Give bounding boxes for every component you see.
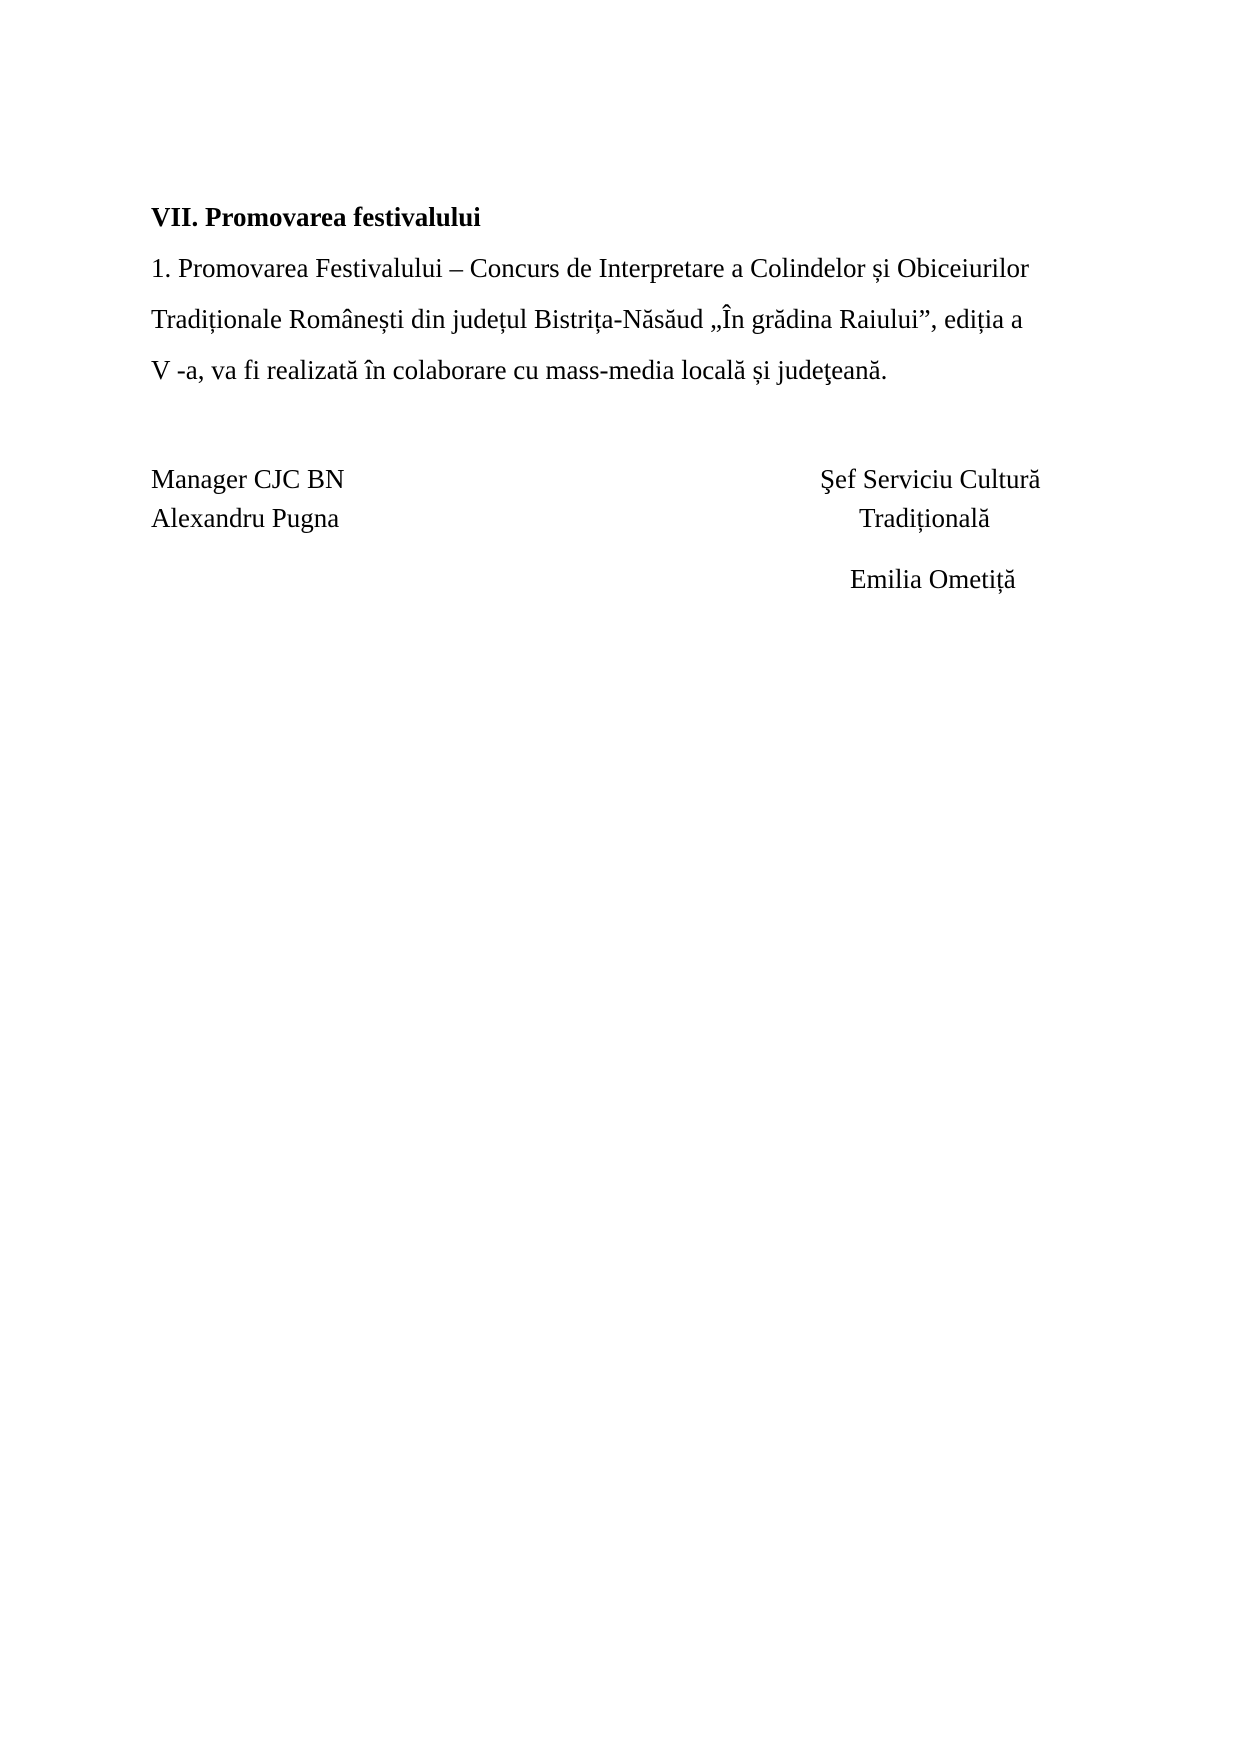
- section-heading: VII. Promovarea festivalului: [151, 202, 481, 232]
- right-signatory-title-line-2: Tradițională: [859, 503, 990, 533]
- right-signatory-title-line-1: Şef Serviciu Cultură: [820, 464, 1041, 494]
- right-signatory-name: Emilia Ometiță: [850, 564, 1016, 594]
- paragraph-line-2: Tradiționale Românești din județul Bistrița-Năsăud „În grădina Raiului”, ediția a: [151, 304, 1023, 334]
- left-signatory-title: Manager CJC BN: [151, 464, 345, 494]
- left-signatory-name: Alexandru Pugna: [151, 503, 340, 533]
- paragraph-line-1: 1. Promovarea Festivalului – Concurs de Interpretare a Colindelor și Obiceiurilor: [151, 253, 1030, 283]
- paragraph-line-3: V -a, va fi realizată în colaborare cu mass-media locală și judeţeană.: [151, 355, 888, 385]
